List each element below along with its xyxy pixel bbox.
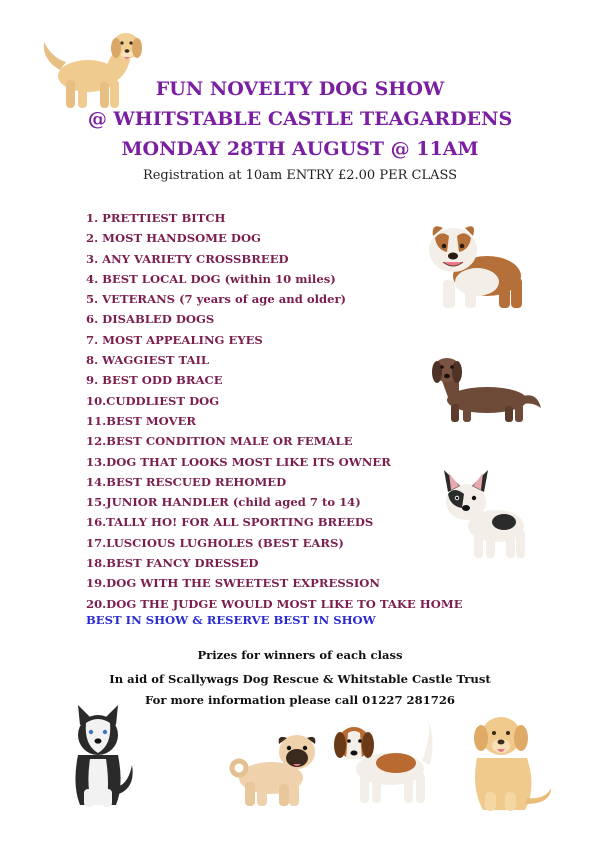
list-item: 12.BEST CONDITION MALE OR FEMALE: [86, 434, 353, 449]
list-item: 2. MOST HANDSOME DOG: [86, 231, 261, 246]
husky-icon: [58, 705, 138, 810]
event-date: MONDAY 28TH AUGUST @ 11AM: [121, 138, 479, 160]
pug-icon: [225, 730, 320, 810]
contact-note: For more information please call 01227 281726: [145, 693, 455, 707]
list-item: 16.TALLY HO! FOR ALL SPORTING BREEDS: [86, 515, 374, 530]
beagle-icon: [332, 715, 442, 810]
charity-note: In aid of Scallywags Dog Rescue & Whitstable Castle Trust: [109, 672, 491, 686]
class-list: [86, 208, 463, 614]
list-item: 8. WAGGIEST TAIL: [86, 353, 210, 368]
best-in-show: BEST IN SHOW & RESERVE BEST IN SHOW: [86, 613, 376, 627]
bulldog-icon: [425, 218, 530, 313]
list-item: 20.DOG THE JUDGE WOULD MOST LIKE TO TAKE HOME: [86, 596, 463, 611]
list-item: 18.BEST FANCY DRESSED: [86, 556, 259, 571]
list-item: 17.LUSCIOUS LUGHOLES (BEST EARS): [86, 535, 344, 550]
list-item: 4. BEST LOCAL DOG (within 10 miles): [86, 271, 336, 286]
list-item: 11.BEST MOVER: [86, 413, 197, 428]
list-item: 10.CUDDLIEST DOG: [86, 393, 220, 408]
list-item: 9. BEST ODD BRACE: [86, 373, 223, 388]
event-title: FUN NOVELTY DOG SHOW: [155, 78, 445, 100]
event-venue: @ WHITSTABLE CASTLE TEAGARDENS: [87, 108, 513, 130]
registration-info: Registration at 10am ENTRY £2.00 PER CLASS: [142, 168, 458, 183]
labrador-icon: [455, 708, 555, 813]
list-item: 5. VETERANS (7 years of age and older): [86, 292, 347, 307]
prizes-note: Prizes for winners of each class: [197, 648, 403, 662]
list-item: 14.BEST RESCUED REHOMED: [86, 474, 287, 489]
list-item: 19.DOG WITH THE SWEETEST EXPRESSION: [86, 576, 380, 591]
list-item: 13.DOG THAT LOOKS MOST LIKE ITS OWNER: [86, 454, 391, 469]
list-item: 3. ANY VARIETY CROSSBREED: [86, 251, 289, 266]
list-item: 15.JUNIOR HANDLER (child aged 7 to 14): [86, 495, 361, 510]
list-item: 1. PRETTIEST BITCH: [86, 211, 226, 225]
french-bulldog-icon: [440, 468, 535, 563]
list-item: 6. DISABLED DOGS: [86, 312, 215, 327]
dachshund-icon: [425, 348, 545, 428]
list-item: 7. MOST APPEALING EYES: [86, 332, 263, 347]
